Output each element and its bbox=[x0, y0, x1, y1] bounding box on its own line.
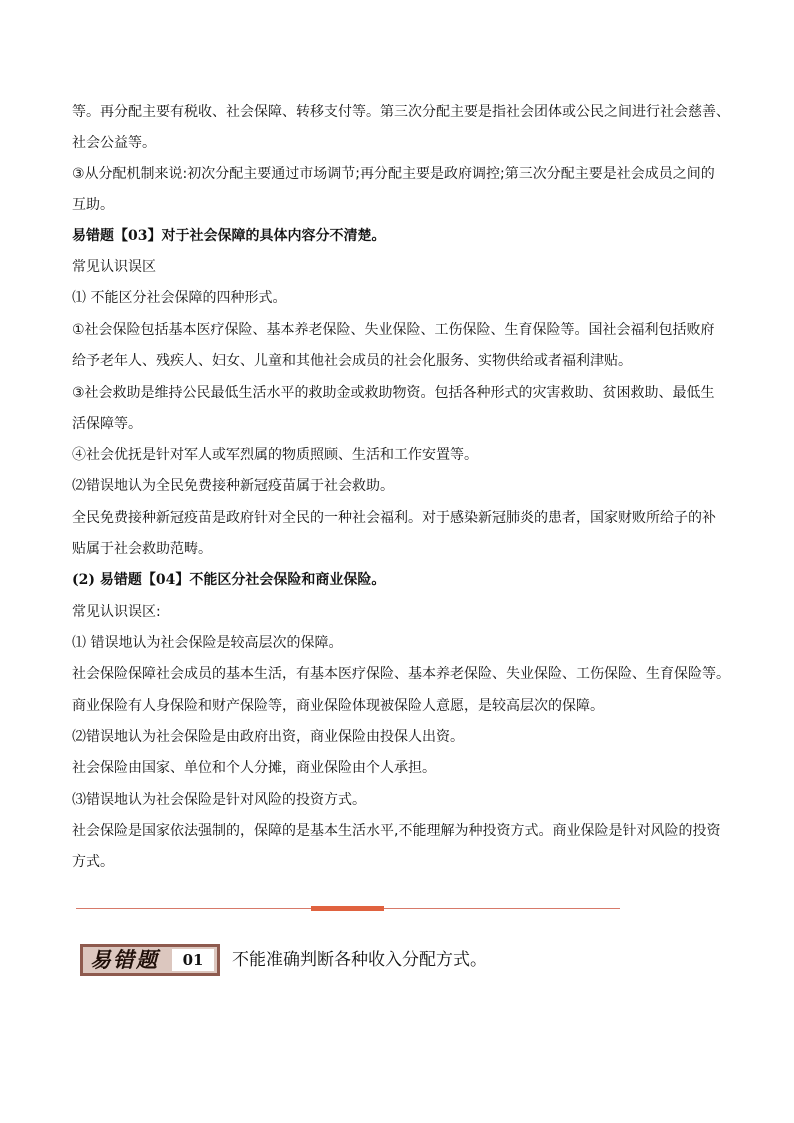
divider-accent bbox=[311, 906, 384, 911]
text-line: 贴属于社会救助范畴。 bbox=[72, 541, 212, 557]
text-line: ①社会保险包括基本医疗保险、基本养老保险、失业保险、工伤保险、生育保险等。国社会福利包括败府 bbox=[72, 322, 715, 338]
text-line: ⑴ 不能区分社会保障的四种形式。 bbox=[72, 290, 287, 306]
section-tag-title: 易错题 bbox=[90, 947, 159, 972]
section-tag-description: 不能准确判断各种收入分配方式。 bbox=[232, 950, 487, 970]
text-line: 活保障等。 bbox=[72, 416, 142, 432]
section-heading: (2) 易错题【04】不能区分社会保险和商业保险。 bbox=[72, 572, 386, 588]
text-line: 社会保险由国家、单位和个人分摊，商业保险由个人承担。 bbox=[72, 760, 436, 776]
text-line: 全民免费接种新冠疫苗是政府针对全民的一种社会福利。对于感染新冠肺炎的患者，国家财败所给子的补 bbox=[72, 510, 716, 526]
text-line: ⑵错误地认为全民免费接种新冠疫苗属于社会救助。 bbox=[72, 478, 394, 494]
text-line: 等。再分配主要有税收、社会保障、转移支付等。第三次分配主要是指社会团体或公民之间进行社会慈善、 bbox=[72, 104, 730, 120]
text-line: 常见认识误区 bbox=[72, 259, 156, 275]
text-line: 商业保险有人身保险和财产保险等，商业保险体现被保险人意愿，是较高层次的保障。 bbox=[72, 698, 604, 714]
text-line: ⑵错误地认为社会保险是由政府出资，商业保险由投保人出资。 bbox=[72, 729, 464, 745]
text-line: ③从分配机制来说:初次分配主要通过市场调节;再分配主要是政府调控;第三次分配主要是社会成员之间的 bbox=[72, 166, 715, 182]
section-tag-number: 01 bbox=[182, 951, 204, 969]
text-line: ⑴ 错误地认为社会保险是较高层次的保障。 bbox=[72, 635, 343, 651]
text-line: 社会保险是国家依法强制的，保障的是基本生活水平,不能理解为种投资方式。商业保险是针对风险的投资 bbox=[72, 823, 721, 839]
section-heading: 易错题【03】对于社会保障的具体内容分不清楚。 bbox=[72, 228, 386, 244]
text-line: 给予老年人、残疾人、妇女、儿童和其他社会成员的社会化服务、实物供给或者福利津贴。 bbox=[72, 353, 632, 369]
text-line: ④社会优抚是针对军人或军烈属的物质照顾、生活和工作安置等。 bbox=[72, 447, 478, 463]
text-line: ③社会救助是维持公民最低生活水平的救助金或救助物资。包括各种形式的灾害救助、贫困救助、最低生 bbox=[72, 385, 715, 401]
text-line: 社会保险保障社会成员的基本生活，有基本医疗保险、基本养老保险、失业保险、工伤保险、生育保险等。 bbox=[72, 666, 730, 682]
text-line: 方式。 bbox=[72, 854, 114, 870]
text-line: ⑶错误地认为社会保险是针对风险的投资方式。 bbox=[72, 792, 366, 808]
text-line: 常见认识误区: bbox=[72, 604, 161, 620]
text-line: 社会公益等。 bbox=[72, 135, 156, 151]
text-line: 互助。 bbox=[72, 197, 114, 213]
